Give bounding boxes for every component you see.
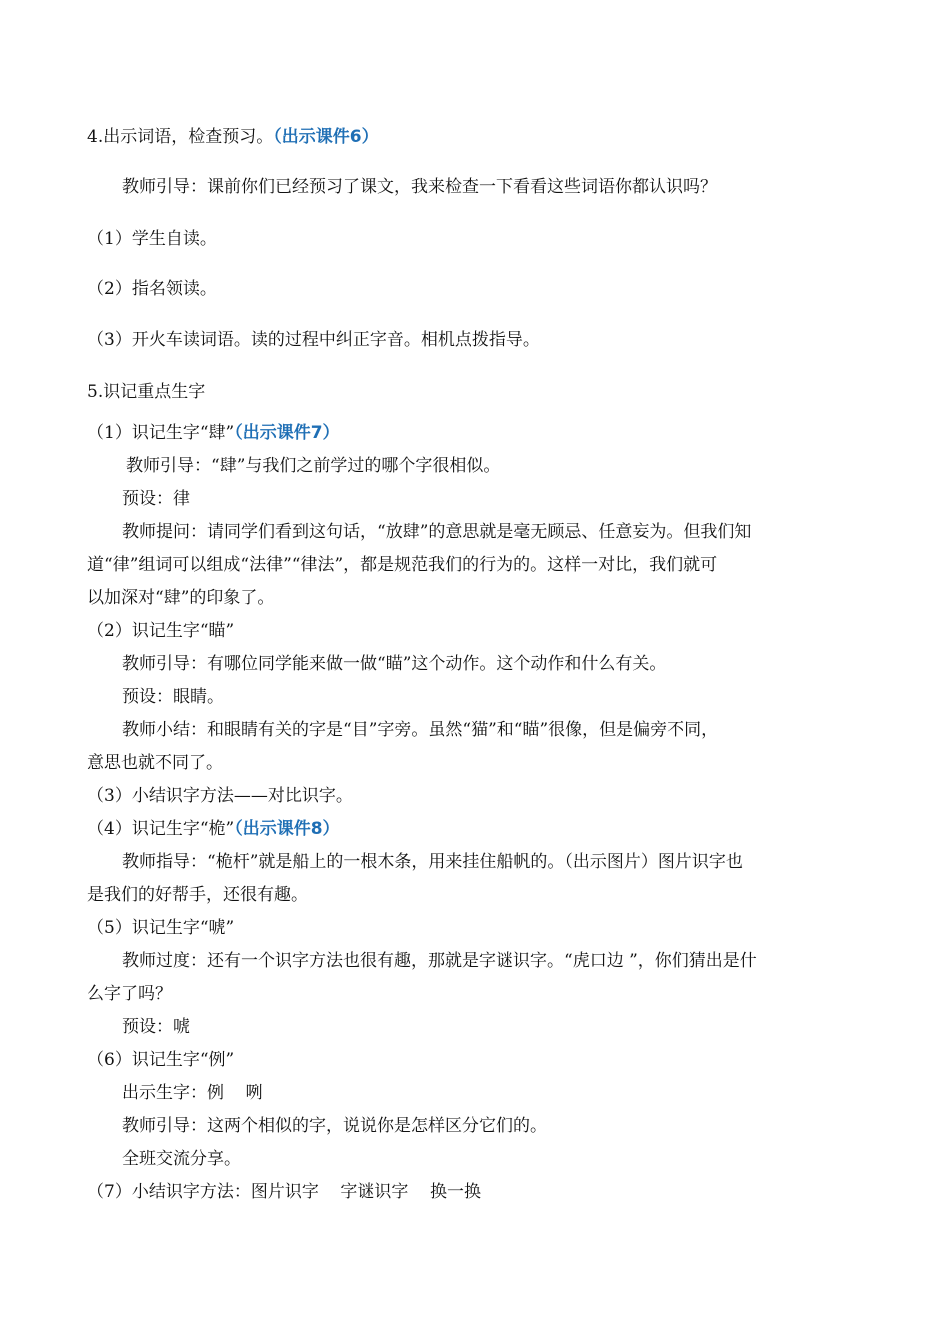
step4-heading-line (87, 125, 867, 149)
sub4-guide-line-2: 是我们的好帮手，还很有趣。 (87, 885, 308, 905)
step4-item-2: （2）指名领读。 (87, 279, 217, 299)
courseware-7-tag: （出示课件7） (234, 423, 340, 443)
sub1-guide: 教师引导：“肆”与我们之前学过的哪个字很相似。 (126, 456, 501, 476)
sub4-title: （4）识记生字“桅” (87, 819, 235, 839)
sub2-preset: 预设：眼睛。 (122, 687, 224, 707)
sub1-title-line (87, 421, 867, 445)
sub4-guide-line-1: 教师指导：“桅杆”就是船上的一根木条，用来挂住船帆的。（出示图片）图片识字也 (122, 852, 743, 872)
sub7-title: （7）小结识字方法：图片识字 字谜识字 换一换 (87, 1182, 482, 1202)
step5-heading: 5.识记重点生字 (87, 382, 206, 402)
sub2-summary-line-2: 意思也就不同了。 (87, 753, 223, 773)
step4-guide: 教师引导：课前你们已经预习了课文，我来检查一下看看这些词语你都认识吗？ (122, 177, 717, 197)
sub6-show: 出示生字：例 咧 (122, 1083, 263, 1103)
sub5-title: （5）识记生字“唬” (87, 918, 235, 938)
sub6-guide: 教师引导：这两个相似的字，说说你是怎样区分它们的。 (122, 1116, 547, 1136)
sub2-title: （2）识记生字“瞄” (87, 621, 235, 641)
step4-item-1: （1）学生自读。 (87, 229, 217, 249)
sub2-summary-line-1: 教师小结：和眼睛有关的字是“目”字旁。虽然“猫”和“瞄”很像，但是偏旁不同， (122, 720, 719, 740)
sub1-question-line-2: 道“律”组词可以组成“法律”“律法”，都是规范我们的行为的。这样一对比，我们就可 (87, 555, 718, 575)
step4-item-3: （3）开火车读词语。读的过程中纠正字音。相机点拨指导。 (87, 330, 540, 350)
sub6-title: （6）识记生字“例” (87, 1050, 235, 1070)
sub1-preset: 预设：律 (122, 489, 190, 509)
sub5-transition-line-1: 教师过度：还有一个识字方法也很有趣，那就是字谜识字。“虎口边 ”，你们猜出是什 (122, 951, 757, 971)
sub6-share: 全班交流分享。 (122, 1149, 241, 1169)
sub5-preset: 预设：唬 (122, 1017, 190, 1037)
sub1-question-line-3: 以加深对“肆”的印象了。 (87, 588, 275, 608)
courseware-8-tag: （出示课件8） (234, 819, 340, 839)
sub2-guide: 教师引导：有哪位同学能来做一做“瞄”这个动作。这个动作和什么有关。 (122, 654, 667, 674)
sub3-title: （3）小结识字方法——对比识字。 (87, 786, 353, 806)
courseware-6-tag: （出示课件6） (273, 127, 379, 147)
step4-heading: 4.出示词语，检查预习。 (87, 127, 274, 147)
sub5-transition-line-2: 么字了吗？ (87, 984, 172, 1004)
sub4-title-line (87, 817, 867, 841)
sub1-title: （1）识记生字“肆” (87, 423, 235, 443)
sub1-question-line-1: 教师提问：请同学们看到这句话，“放肆”的意思就是毫无顾忌、任意妄为。但我们知 (122, 522, 752, 542)
